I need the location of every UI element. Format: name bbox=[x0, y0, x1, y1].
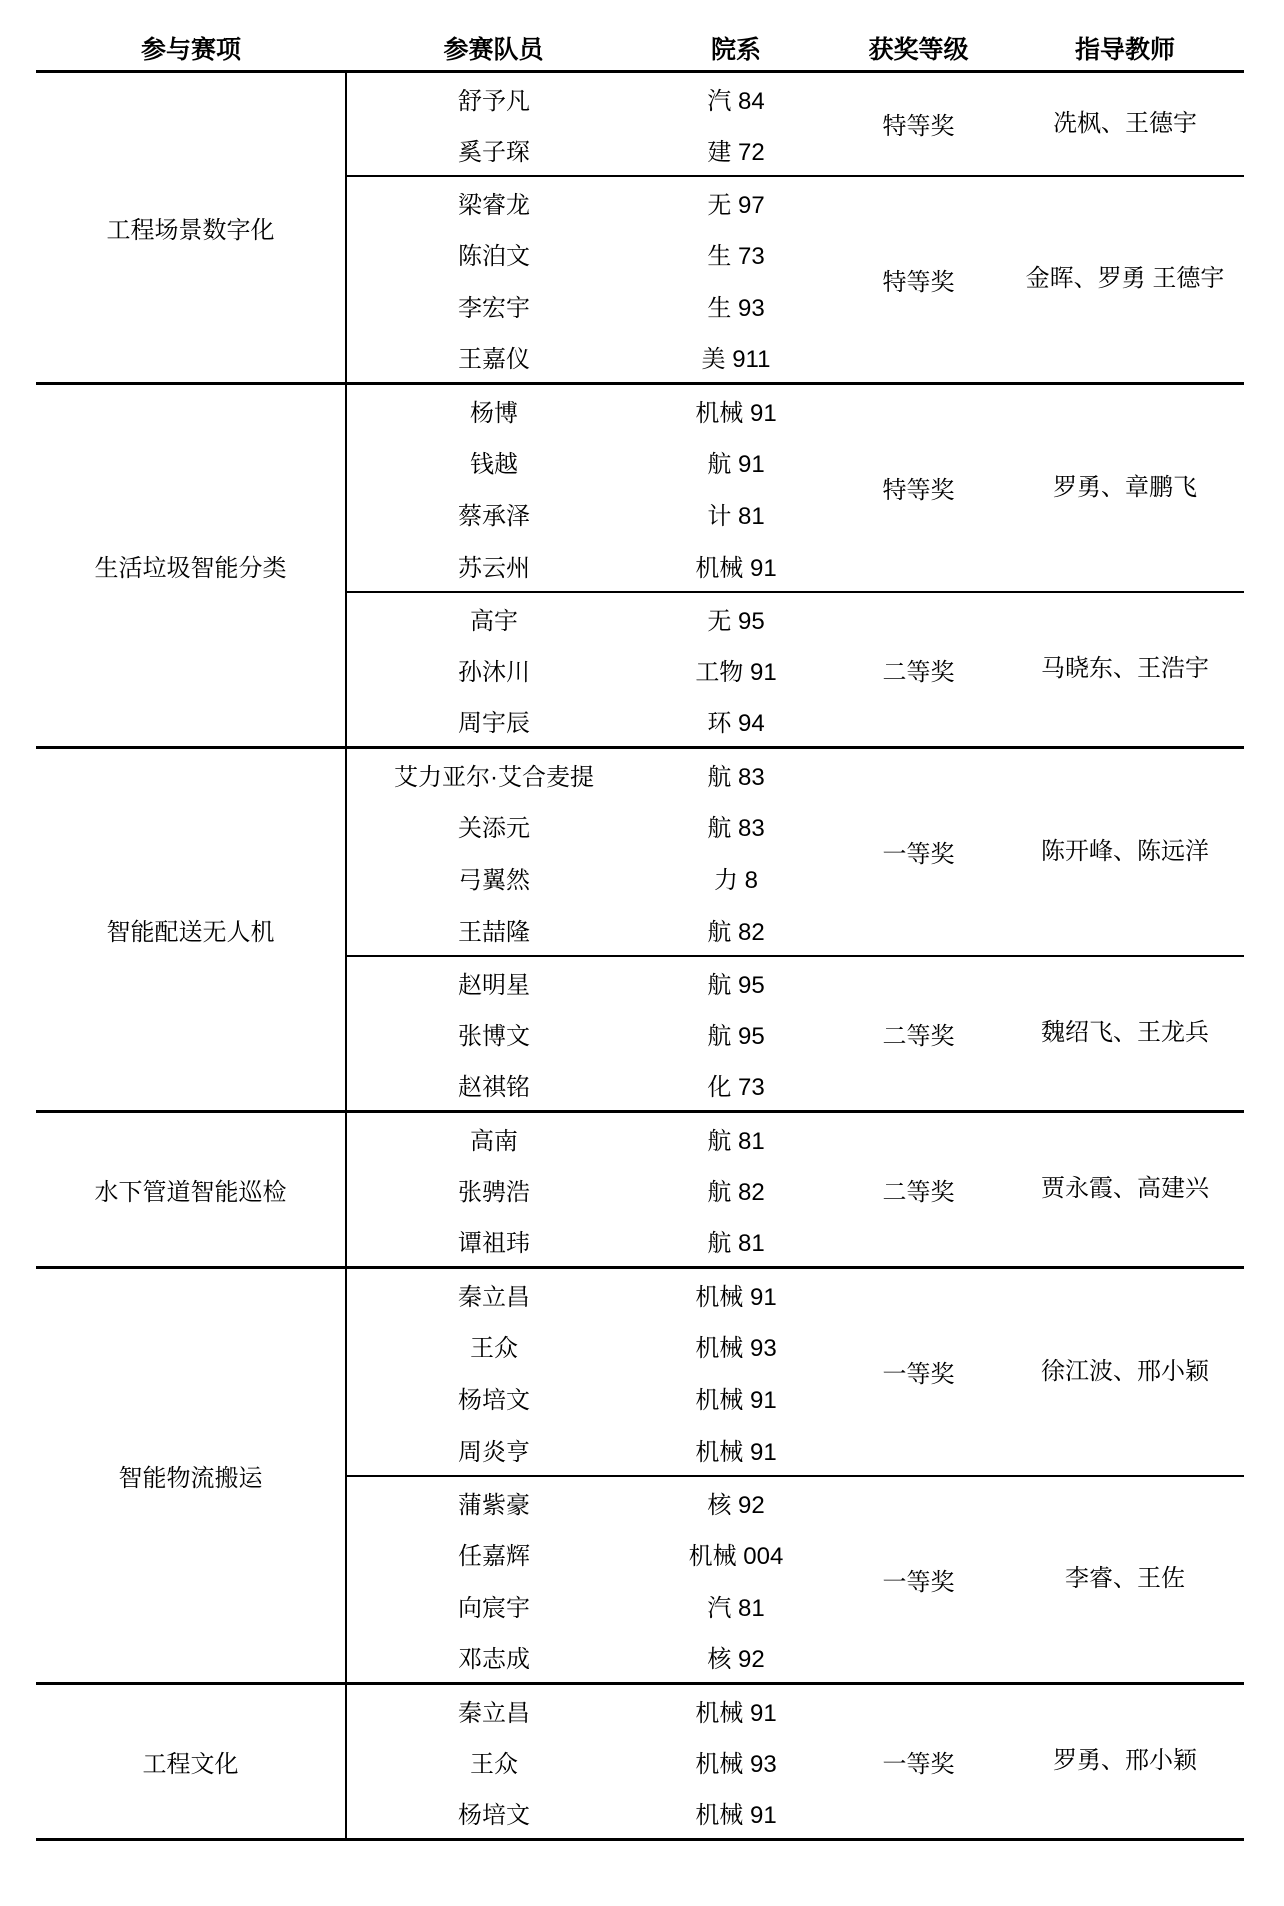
event-cell: 智能物流搬运 bbox=[36, 1268, 346, 1684]
member-name-cell: 艾力亚尔·艾合麦提 bbox=[394, 763, 594, 791]
award-cell: 二等奖 bbox=[831, 1112, 1006, 1268]
dept-cell: 机械 93 bbox=[695, 1335, 777, 1362]
table-row bbox=[36, 1112, 1244, 1164]
member-name-cell: 苏云州 bbox=[346, 540, 641, 592]
award-cell: 二等奖 bbox=[831, 592, 1006, 748]
member-name-cell: 向宸宇 bbox=[458, 1595, 530, 1622]
dept-cell: 机械 93 bbox=[695, 1751, 777, 1778]
dept-cell: 机械 91 bbox=[695, 399, 777, 427]
dept-cell: 生 73 bbox=[707, 243, 765, 270]
dept-cell: 核 92 bbox=[641, 1632, 831, 1684]
dept-cell: 航 83 bbox=[707, 815, 765, 842]
dept-cell: 核 92 bbox=[707, 1491, 765, 1519]
member-name-cell: 周炎亨 bbox=[346, 1424, 641, 1476]
dept-cell: 机械 91 bbox=[641, 1424, 831, 1476]
member-name-cell: 孙沐川 bbox=[458, 659, 530, 686]
awards-table bbox=[36, 26, 1244, 1841]
member-name-cell: 高宇 bbox=[470, 607, 518, 635]
member-name-cell: 关添元 bbox=[458, 815, 530, 842]
award-cell: 一等奖 bbox=[831, 748, 1006, 956]
dept-cell: 无 95 bbox=[707, 607, 765, 635]
event-cell: 生活垃圾智能分类 bbox=[36, 384, 346, 748]
member-name-cell: 陈泊文 bbox=[458, 243, 530, 270]
member-name-cell: 赵明星 bbox=[458, 971, 530, 999]
member-name-cell: 李宏宇 bbox=[458, 295, 530, 322]
member-name-cell: 邓志成 bbox=[346, 1632, 641, 1684]
member-name-cell: 周宇辰 bbox=[346, 696, 641, 748]
member-name-cell: 高南 bbox=[470, 1127, 518, 1155]
column-header-award: 获奖等级 bbox=[831, 26, 1006, 72]
member-name-cell: 谭祖玮 bbox=[346, 1216, 641, 1268]
member-name-cell: 奚子琛 bbox=[346, 124, 641, 176]
award-cell: 二等奖 bbox=[831, 956, 1006, 1112]
member-name-cell: 蔡承泽 bbox=[458, 503, 530, 530]
member-name-cell: 王众 bbox=[470, 1751, 518, 1778]
award-cell: 特等奖 bbox=[831, 176, 1006, 384]
advisors-cell: 罗勇、邢小颖 bbox=[1006, 1684, 1244, 1840]
member-name-cell: 秦立昌 bbox=[458, 1699, 530, 1727]
advisors-cell: 贾永霞、高建兴 bbox=[1006, 1112, 1244, 1268]
dept-cell: 化 73 bbox=[641, 1060, 831, 1112]
column-header-advisors: 指导教师 bbox=[1006, 26, 1244, 72]
dept-cell: 机械 91 bbox=[695, 1283, 777, 1311]
awards-table-body bbox=[36, 72, 1244, 1840]
dept-cell: 航 82 bbox=[641, 904, 831, 956]
advisors-cell: 魏绍飞、王龙兵 bbox=[1006, 956, 1244, 1112]
dept-cell: 航 81 bbox=[707, 1127, 765, 1155]
award-cell: 一等奖 bbox=[831, 1684, 1006, 1840]
table-header bbox=[36, 26, 1244, 72]
member-name-cell: 张骋浩 bbox=[458, 1179, 530, 1206]
dept-cell: 工物 91 bbox=[695, 659, 777, 686]
member-name-cell: 王喆隆 bbox=[346, 904, 641, 956]
member-name-cell: 钱越 bbox=[470, 451, 518, 478]
dept-cell: 计 81 bbox=[707, 503, 765, 530]
dept-cell: 机械 91 bbox=[641, 1788, 831, 1840]
member-name-cell: 赵祺铭 bbox=[346, 1060, 641, 1112]
column-header-members: 参赛队员 bbox=[346, 26, 641, 72]
advisors-cell: 罗勇、章鹏飞 bbox=[1006, 384, 1244, 592]
table-row bbox=[36, 72, 1244, 124]
table-row bbox=[36, 1684, 1244, 1736]
member-name-cell: 蒲紫豪 bbox=[458, 1491, 530, 1519]
member-name-cell: 杨博 bbox=[470, 399, 518, 427]
header-row bbox=[36, 26, 1244, 72]
dept-cell: 无 97 bbox=[707, 191, 765, 219]
dept-cell: 环 94 bbox=[641, 696, 831, 748]
event-cell: 智能配送无人机 bbox=[36, 748, 346, 1112]
table-row bbox=[36, 748, 1244, 800]
dept-cell: 汽 84 bbox=[707, 87, 765, 115]
event-cell: 水下管道智能巡检 bbox=[36, 1112, 346, 1268]
award-cell: 特等奖 bbox=[831, 384, 1006, 592]
dept-cell: 航 81 bbox=[641, 1216, 831, 1268]
advisors-cell: 金晖、罗勇 王德宇 bbox=[1006, 176, 1244, 384]
member-name-cell: 王嘉仪 bbox=[346, 332, 641, 384]
advisors-cell: 陈开峰、陈远洋 bbox=[1006, 748, 1244, 956]
dept-cell: 航 95 bbox=[707, 1023, 765, 1050]
member-name-cell: 杨培文 bbox=[458, 1387, 530, 1414]
dept-cell: 航 83 bbox=[707, 763, 765, 791]
award-cell: 一等奖 bbox=[831, 1476, 1006, 1684]
event-cell: 工程场景数字化 bbox=[36, 72, 346, 384]
member-name-cell: 杨培文 bbox=[346, 1788, 641, 1840]
event-cell: 工程文化 bbox=[36, 1684, 346, 1840]
member-name-cell: 弓翼然 bbox=[458, 867, 530, 894]
table-row bbox=[36, 1268, 1244, 1320]
dept-cell: 机械 91 bbox=[695, 1699, 777, 1727]
advisors-cell: 徐江波、邢小颖 bbox=[1006, 1268, 1244, 1476]
member-name-cell: 秦立昌 bbox=[458, 1283, 530, 1311]
document-page bbox=[0, 26, 1284, 1906]
column-header-dept: 院系 bbox=[641, 26, 831, 72]
dept-cell: 力 8 bbox=[713, 867, 758, 894]
member-name-cell: 张博文 bbox=[458, 1023, 530, 1050]
dept-cell: 建 72 bbox=[641, 124, 831, 176]
member-name-cell: 舒予凡 bbox=[458, 87, 530, 115]
member-name-cell: 王众 bbox=[470, 1335, 518, 1362]
member-name-cell: 任嘉辉 bbox=[458, 1543, 530, 1570]
advisors-cell: 马晓东、王浩宇 bbox=[1006, 592, 1244, 748]
dept-cell: 美 911 bbox=[641, 332, 831, 384]
advisors-cell: 冼枫、王德宇 bbox=[1006, 72, 1244, 176]
dept-cell: 机械 91 bbox=[641, 540, 831, 592]
dept-cell: 生 93 bbox=[707, 295, 765, 322]
column-header-event: 参与赛项 bbox=[36, 26, 346, 72]
dept-cell: 汽 81 bbox=[707, 1595, 765, 1622]
table-row bbox=[36, 384, 1244, 436]
dept-cell: 机械 91 bbox=[695, 1387, 777, 1414]
dept-cell: 机械 004 bbox=[688, 1543, 784, 1570]
dept-cell: 航 95 bbox=[707, 971, 765, 999]
award-cell: 一等奖 bbox=[831, 1268, 1006, 1476]
advisors-cell: 李睿、王佐 bbox=[1006, 1476, 1244, 1684]
dept-cell: 航 82 bbox=[707, 1179, 765, 1206]
member-name-cell: 梁睿龙 bbox=[458, 191, 530, 219]
award-cell: 特等奖 bbox=[831, 72, 1006, 176]
dept-cell: 航 91 bbox=[707, 451, 765, 478]
